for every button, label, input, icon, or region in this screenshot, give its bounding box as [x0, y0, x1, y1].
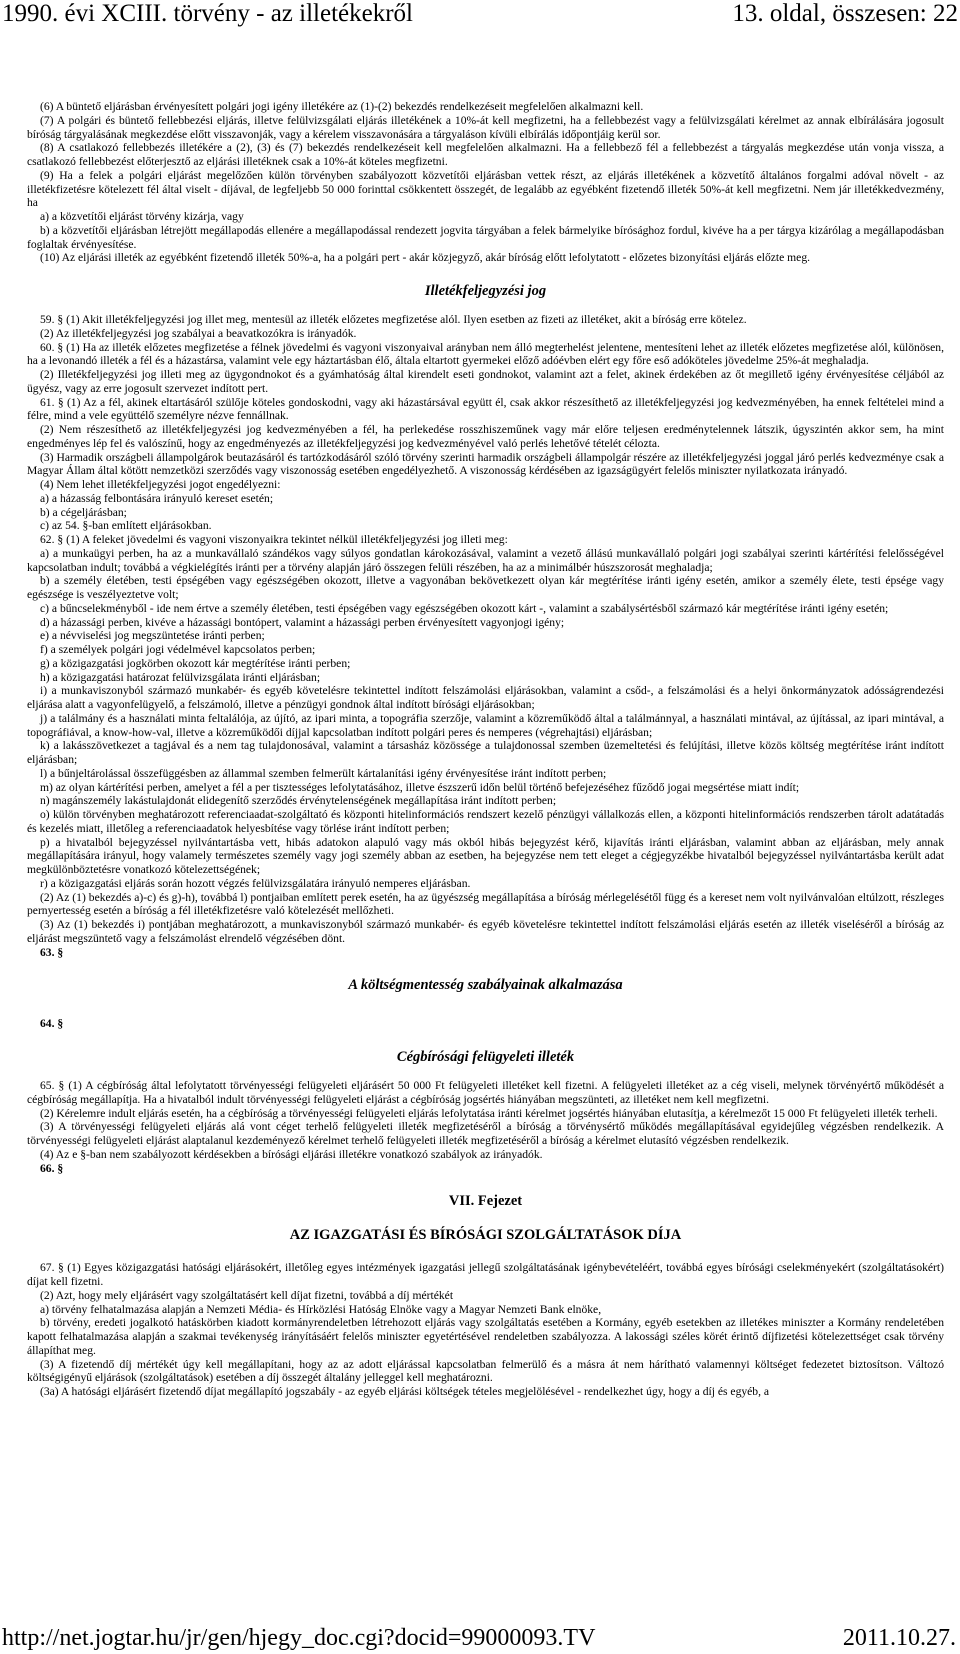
paragraph: f) a személyek polgári jogi védelmével kapcsolatos perben; [40, 643, 316, 656]
paragraph: h) a közigazgatási határozat felülvizsgálata iránti eljárásban; [40, 670, 321, 684]
paragraph: o) külön törvényben meghatározott referenciaadat-szolgáltató és központi hitelinformációs rendszert kezelő pénzügyi vállalkozás ellen, a központi hitelinformációs rendszerben tárolt adatátadás és kezelés miatt, illetőleg a referenciaadatok helyesbítése vagy törlése iránt indított perben; [27, 808, 944, 835]
paragraph: 62. § (1) A feleket jövedelmi és vagyoni viszonyaikra tekintet nélkül illetékfeljegyzési jog illeti meg: [40, 533, 508, 546]
page-footer [0, 1620, 960, 1654]
paragraph: (3) A fizetendő díj mértékét úgy kell megállapítani, hogy az az adott eljárással kapcsolatban felmerülő és a másra át nem hárítható valamennyi költséget fedezetet biztosítson. Változó költségigényű eljárások (szolgáltatások) esetében a díj összegét általány jelleggel kell meghatározni. [27, 1357, 944, 1385]
paragraph: (2) Az illetékfeljegyzési jog szabályai a beavatkozókra is irányadók. [40, 326, 357, 340]
paragraph: (9) Ha a felek a polgári eljárást megelőzően külön törvényben szabályozott közvetítői eljárásban vettek részt, az eljárás illetékének a közvetítő általános forgalmi adóval növelt - az illetékfizetésre kötelezett fél által viselt - díjával, de legfeljebb 50 000 forinttal csökkentett összegét, de legalább az egyébként fizetendő illeték 50%-át kell megfizetni. Nem jár illetékkedvezmény, ha [27, 168, 944, 210]
paragraph: (8) A csatlakozó fellebbezés illetékére a (2), (3) és (7) bekezdés rendelkezéseit kell megfelelően alkalmazni. Ha a fellebbező fél a fellebbezést a tárgyalás megkezdése után vonja vissza, a csatlakozó fellebbezést előterjesztő az eljárási illetéknek csak a 10%-át köteles megfizetni. [27, 141, 944, 168]
paragraph: n) magánszemély lakástulajdonát elidegenítő szerződés érvénytelenségének megállapítása iránt indított perben; [40, 794, 557, 808]
paragraph: r) a közigazgatási eljárás során hozott végzés felülvizsgálatára irányuló nemperes eljárásban. [40, 876, 471, 890]
paragraph: (4) Az e §-ban nem szabályozott kérdésekben a bírósági eljárási illetékre vonatkozó szabályok az irányadók. [40, 1147, 543, 1161]
paragraph: m) az olyan kártérítési perben, amelyet a fél a per tisztességes lefolytatásához, illetve észszerű időn belül történő befejezéséhez fűződő jogai megsértése miatt indít; [40, 780, 800, 794]
paragraph: 66. § [40, 1161, 64, 1175]
paragraph: (2) Azt, hogy mely eljárásért vagy szolgáltatásért kell díjat fizetni, továbbá a díj mértékét [40, 1288, 454, 1302]
paragraph: 64. § [40, 1017, 64, 1031]
paragraph: a) törvény felhatalmazása alapján a Nemzeti Média- és Hírközlési Hatóság Elnöke vagy a Magyar Nemzeti Bank elnöke, [40, 1302, 602, 1316]
paragraph: k) a lakásszövetkezet a tagjával és a nem tag tulajdonosával, valamint a társasház közössége a tulajdonossal szemben üzemeltetési és felújítási, illetve közös költség megtérítése iránt indított eljárásban; [27, 739, 944, 766]
section-heading: A költségmentesség szabályainak alkalmazása [348, 977, 623, 994]
document-body [27, 100, 944, 1399]
paragraph: 60. § (1) Ha az illeték előzetes megfizetése a félnek jövedelmi és vagyoni viszonyaival arányban nem álló megterhelést jelentene, mentesíteni lehet az illeték előzetes megfizetése alól, különösen, ha a levonandó illeték a fél és a házastársa, valamint vele egy háztartásban élő, általa eltartott gyermekei előző adóévben elért egy főre eső adóköteles jövedelme 25%-át meghaladja. [27, 340, 944, 368]
paragraph: (10) Az eljárási illeték az egyébként fizetendő illeték 50%-a, ha a polgári pert - akár közjegyző, akár bíróság előtt lefolytatott - előzetes bizonyítási eljárás előzte meg. [40, 251, 811, 265]
paragraph: b) a közvetítői eljárásban létrejött megállapodás ellenére a megállapodással rendezett jogvita tárgyában a felek bármelyike bírósághoz fordul, kivéve ha a per tárgya kizárólag a megállapodásban foglaltak érvényesítése. [27, 223, 944, 251]
paragraph: g) a közigazgatási jogkörben okozott kár megtérítése iránti perben; [40, 656, 351, 670]
paragraph: j) a találmány és a használati minta feltalálója, az újító, az ipari minta, a topográfia szerzője, valamint a közreműködő által a találmánnyal, a használati mintával, az újítással, az ipari mintával, a topográfiával, a know-how-val, illetve a közreműködői díjjal kapcsolatban indított polgári peres és nemperes (végrehajtási) eljárásban; [27, 711, 944, 739]
paragraph: e) a névviselési jog megszüntetése iránti perben; [40, 629, 265, 643]
paragraph: 67. § (1) Egyes közigazgatási hatósági eljárásokért, illetőleg egyes intézmények igazgatási jellegű szolgáltatásának igénybevételéért, továbbá egyes bírósági cselekményekért (szolgáltatásokért) díjat kell fizetni. [27, 1261, 944, 1288]
paragraph: (2) Nem részesíthető az illetékfeljegyzési jog kedvezményében a fél, ha perlekedése rosszhiszeműnek vagy már előre teljesen eredménytelennek látszik, úgyszintén akkor sem, ha mint engedményes lép fel és valószínű, hogy az engedményezés az illetékfeljegyzési jog kedvezményével való perlés lehetővé tételét célozta. [27, 423, 944, 450]
paragraph: (6) A büntető eljárásban érvényesített polgári jogi igény illetékére az (1)-(2) bekezdés rendelkezéseit megfelelően alkalmazni kell. [40, 100, 644, 113]
paragraph: i) a munkaviszonyból származó munkabér- és egyéb követelésre tekintettel indított felszámolási eljárásokban, valamint a csőd-, a felszámolási és a helyi önkormányzatok adósságrendezési eljárása alatt a vagyonfelügyelő, a felszámoló, illetve a pénzügyi gondnok által indított bírósági eljárásokban; [27, 684, 944, 711]
paragraph: (2) Az (1) bekezdés a)-c) és g)-h), továbbá l) pontjaiban említett perek esetén, ha az ügyészség megállapítása a bíróság mérlegelésétől függ és a kereset nem volt nyilvánvalóan eltúlzott, részleges pernyertesség esetén a bíróság a fél illetékfizetésre való kötelezését mellőzheti. [27, 890, 944, 918]
chapter-title: AZ IGAZGATÁSI ÉS BÍRÓSÁGI SZOLGÁLTATÁSOK DÍJA [289, 1227, 682, 1244]
paragraph: (3) A törvényességi felügyeleti eljárás alá vont céget terhelő felügyeleti illeték megfizetéséről a bíróság a törvénysértő működés megállapításával egyidejűleg végzésben rendelkezik. A törvényességi felügyeleti eljárást alaptalanul kezdeményező kérelmet terhelő felügyeleti illeték megfizetéséről a bíróság a kérelmet elutasító végzésben rendelkezik. [27, 1120, 944, 1147]
paragraph: c) a bűncselekményből - ide nem értve a személy életében, testi épségében vagy egészségében okozott kárt -, valamint a szabálysértésből származó kár megtérítése iránti igény esetén; [40, 601, 889, 615]
section-heading: Illetékfeljegyzési jog [424, 283, 547, 299]
paragraph: p) a hivatalból bejegyzéssel nyilvántartásba vett, hibás adatokon alapuló vagy más okból hibás bejegyzést kérő, kijavítás iránti eljárásban, valamint abban az eljárásban, mely annak megállapítására irányul, hogy valamely természetes személy vagy jogi személy abban az esetben, ha bejegyzése nem tett eleget a cégjegyzékbe hivatalból bejegyzéssel nyilvántartásba került adat megkülönböztetésre vonatkozó kötelezettségének; [27, 835, 944, 876]
paragraph: a) a házasság felbontására irányuló kereset esetén; [40, 491, 274, 505]
paragraph: c) az 54. §-ban említett eljárásokban. [40, 519, 212, 533]
paragraph: (3) Az (1) bekezdés i) pontjában meghatározott, a munkaviszonyból származó munkabér- és egyéb követelésre tekintettel indított felszámolási eljárás esetén az illeték viseléséről a bíróság az eljárást megszüntető vagy a felszámolást elrendelő végzésében dönt. [27, 918, 944, 945]
paragraph: d) a házassági perben, kivéve a házassági bontópert, valamint a házassági perben érvényesített vagyonjogi igény; [40, 615, 565, 629]
paragraph: 61. § (1) Az a fél, akinek eltartásáról szülője köteles gondoskodni, vagy aki házastársával együtt él, csak akkor részesíthető az illetékfeljegyzési jog kedvezményében, ha ennek feltételei mind a félre, mind a vele együttélő személyre nézve fennállnak. [27, 395, 944, 423]
paragraph: (3) Harmadik országbeli állampolgárok beutazásáról és tartózkodásáról szóló törvény szerinti harmadik országbeli állampolgár részére az illetékfeljegyzési joggal járó perlés kedvezménye csak a Magyar Állam által kötött nemzetközi szerződés vagy viszonosság esetében engedélyezhető. A viszonosság kérdésében az igazságügyért felelős miniszter nyilatkozata irányadó. [27, 450, 944, 478]
paragraph: a) a közvetítői eljárást törvény kizárja, vagy [40, 210, 244, 223]
document-title: 1990. évi XCIII. törvény - az illetékekről [2, 0, 413, 27]
paragraph: (2) Kérelemre indult eljárás esetén, ha a cégbíróság a törvényességi felügyeleti eljárás lefolytatása iránti kérelmet jogsértés hiányában elutasítja, a kérelmezőt 15 000 Ft felügyeleti illeték terheli. [40, 1106, 938, 1120]
page-counter: 13. oldal, összesen: 22 [732, 0, 958, 27]
paragraph: (7) A polgári és büntető fellebbezési eljárás, illetve felülvizsgálati eljárás illetékének a 10%-át kell megfizetni, ha a fellebbezést vagy a felülvizsgálati kérelmet az annak elbírálására jogosult bíróság tárgyalásának megkezdése előtt visszavonják, vagy a kérelem visszavonására a tárgyaláson kívüli elbírálás időpontjáig kerül sor. [27, 113, 944, 141]
section-heading: Cégbírósági felügyeleti illeték [396, 1049, 575, 1065]
paragraph: 63. § [40, 945, 64, 959]
paragraph: b) a cégeljárásban; [40, 505, 127, 519]
paragraph: (4) Nem lehet illetékfeljegyzési jogot engedélyezni: [40, 478, 281, 491]
paragraph: b) a személy életében, testi épségében vagy egészségében okozott, illetve a vagyonában bekövetkezett olyan kár megtérítése iránti igény esetén, amikor a személy élete, testi épsége vagy egészsége is veszélyeztetve volt; [27, 574, 944, 601]
paragraph: (3a) A hatósági eljárásért fizetendő díjat megállapító jogszabály - az egyéb eljárási költségek tételes megjelölésével - rendelkezhet úgy, hogy a díj és egyéb, a [40, 1385, 770, 1398]
paragraph: a) a munkaügyi perben, ha az a munkavállaló szándékos vagy súlyos gondatlan károkozásával, valamint a vezető állású munkavállaló polgári jogi szabályai szerinti kártérítési felelősségével kapcsolatban indult; továbbá a végkielégítés iránti per a törvény alapján járó összegen felüli részében, ha az a minimálbér húszszorosát meghaladja; [27, 546, 944, 574]
paragraph: (2) Illetékfeljegyzési jog illeti meg az ügygondnokot és a gyámhatóság által kirendelt eseti gondnokot, valamint azt a felet, akinek érdekében az őt megillető igény érvényesítése céljából az ügyész, vagy az erre jogosult szervezet indított pert. [27, 368, 944, 395]
source-url: http://net.jogtar.hu/jr/gen/hjegy_doc.cgi?docid=99000093.TV [2, 1625, 596, 1651]
paragraph: 65. § (1) A cégbíróság által lefolytatott törvényességi felügyeleti eljárásért 50 000 Ft felügyeleti illetéket kell fizetni. A felügyeleti illetéket az a cég viseli, melynek törvényértő működését a cégbíróság megállapítja. Ha a hivatalból indult törvényességi felügyeleti eljárást a cégbíróság jogsértés hiányában megszünteti, az illetéket nem kell megfizetni. [27, 1079, 944, 1106]
page-header [0, 0, 960, 40]
paragraph: 59. § (1) Akit illetékfeljegyzési jog illet meg, mentesül az illeték előzetes megfizetése alól. Ilyen esetben az fizeti az illetéket, akit a bíróság erre kötelez. [40, 313, 747, 326]
paragraph: b) törvény, eredeti jogalkotó hatáskörben kiadott kormányrendeletben létrehozott eljárás vagy szolgáltatás esetében a Kormány, egyéb esetekben az illetékes miniszter a Kormány rendeletében kapott felhatalmazása alapján a szakmai tevékenység irányításáért felelős miniszter egyetértésével rendeletben szabályozza. A lakossági széles körét érintő díjfizetési kötelezettséget csak törvény állapíthat meg. [27, 1316, 944, 1357]
print-date: 2011.10.27. [842, 1625, 956, 1651]
chapter-heading: VII. Fejezet [448, 1193, 523, 1210]
paragraph: l) a bűnjeltárolással összefüggésben az állammal szemben felmerült kártalanítási igény érvényesítése iránt indított perben; [40, 766, 607, 780]
